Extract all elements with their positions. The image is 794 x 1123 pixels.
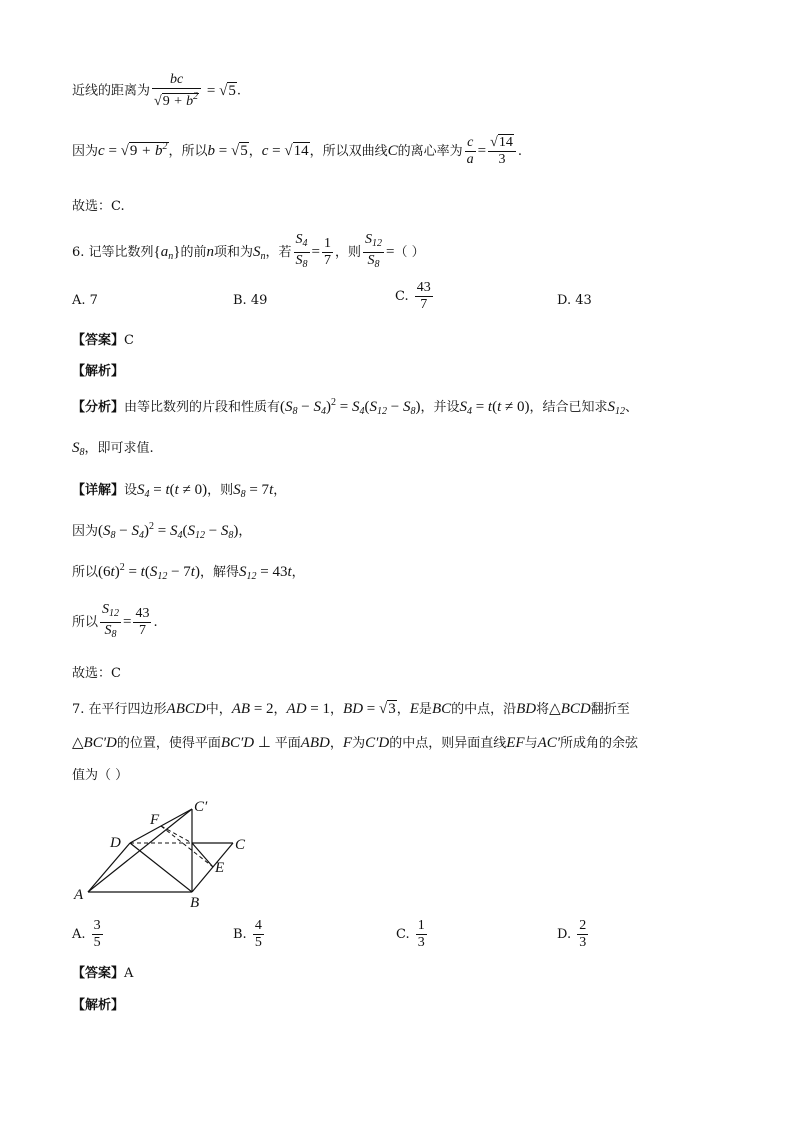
q6-option-d[interactable]: D. 43 — [557, 293, 592, 308]
conclusion-5: 故选：C. — [72, 199, 125, 214]
dashed-fe — [161, 826, 213, 867]
question-6: 6. 记等比数列$\{a_n\}$的前n项和为$S_n$，若 $\frac{S_4}{S_8}$ = $\frac{1}{7}$ ，则 $\frac{S_{12}}{S_8}$ =（ ） — [72, 232, 425, 270]
xiangjie-line: 【详解】设$S_4 = t(t \ne 0)$，则$S_8 = 7t$， — [72, 482, 287, 500]
label-b: B — [190, 895, 200, 910]
conclusion-6: 故选：C — [72, 666, 121, 681]
label-c-prime: C′ — [194, 799, 208, 815]
text: 的离心率为 — [397, 144, 463, 159]
label-e: E — [215, 860, 225, 876]
dashed-fm — [161, 826, 192, 843]
geometry-figure — [70, 795, 270, 910]
text: ，则 — [334, 245, 361, 260]
label-a: A — [74, 887, 84, 903]
fenxi-line: 【分析】由等比数列的片段和性质有$(S_8 - S_4)^2 = S_4(S_{12} - S_8)$，并设$S_4 = t(t \ne 0)$，结合已知求$S_{12}$、 — [72, 397, 639, 417]
text: ，所以 — [168, 144, 208, 159]
line-distance: 近线的距离为 $\frac{bc}{√9 + b^2}$ = √5. — [72, 72, 241, 109]
so-line: 所以$(6t)^2 = t(S_{12} - 7t)$，解得$S_{12} = 43t$， — [72, 562, 305, 582]
question-7-line3: 值为（ ） — [72, 768, 129, 783]
label-c: C — [235, 837, 246, 853]
result-line: 所以 $\frac{S_{12}}{S_8}$ = $\frac{43}{7}$ . — [72, 602, 158, 640]
edge-e — [192, 843, 213, 867]
fraction: $\frac{bc}{√9 + b^2}$ — [152, 72, 201, 110]
text: ，所以双曲线 — [309, 144, 388, 159]
q6-option-a[interactable]: A. 7 — [72, 293, 98, 308]
text: ，若 — [265, 245, 292, 260]
q7-option-d[interactable]: D. $\frac{2}{3}$ — [557, 918, 587, 950]
q7-option-a[interactable]: A. $\frac{3}{5}$ — [72, 918, 101, 950]
because-line: 因为$(S_8 - S_4)^2 = S_4(S_{12} - S_8)$， — [72, 521, 252, 541]
text: 的前 — [180, 245, 207, 260]
line-eccentricity: 因为$c = √9 + b^2$，所以b = √5，c = √14，所以双曲线C的离心率为 $\frac{c}{a}$ = $\frac{√14}{3}$ . — [72, 135, 522, 167]
fenxi-line-2: $S_8$，即可求值. — [72, 440, 154, 458]
answer-7: 【答案】A — [72, 966, 134, 981]
q6-option-c[interactable]: C. $\frac{43}{7}$ — [395, 280, 431, 312]
q6-option-b[interactable]: B. 49 — [233, 293, 268, 308]
analysis-tag-7: 【解析】 — [72, 998, 125, 1013]
label-d: D — [110, 835, 121, 851]
question-7-line2: △BC′D的位置，使得平面BC′D ⊥ 平面ABD，F为C′D的中点，则异面直线EF与AC′所成角的余弦 — [72, 735, 639, 751]
label-f: F — [150, 812, 160, 828]
question-7-line1: 7. 在平行四边形ABCD中，AB = 2，AD = 1，BD = √3，E是BC的中点，沿BD将△BCD翻折至 — [72, 701, 630, 717]
q7-option-c[interactable]: C. $\frac{1}{3}$ — [396, 918, 425, 950]
text: 因为 — [72, 144, 99, 159]
edge-ad — [88, 843, 130, 892]
text: 近线的距离为 — [72, 83, 151, 99]
answer-6: 【答案】C — [72, 333, 134, 348]
analysis-tag-6: 【解析】 — [72, 364, 125, 379]
text: （ ） — [394, 245, 425, 260]
text: 6. 记等比数列 — [72, 245, 154, 260]
q7-option-b[interactable]: B. $\frac{4}{5}$ — [233, 918, 262, 950]
text: 项和为 — [213, 245, 253, 260]
